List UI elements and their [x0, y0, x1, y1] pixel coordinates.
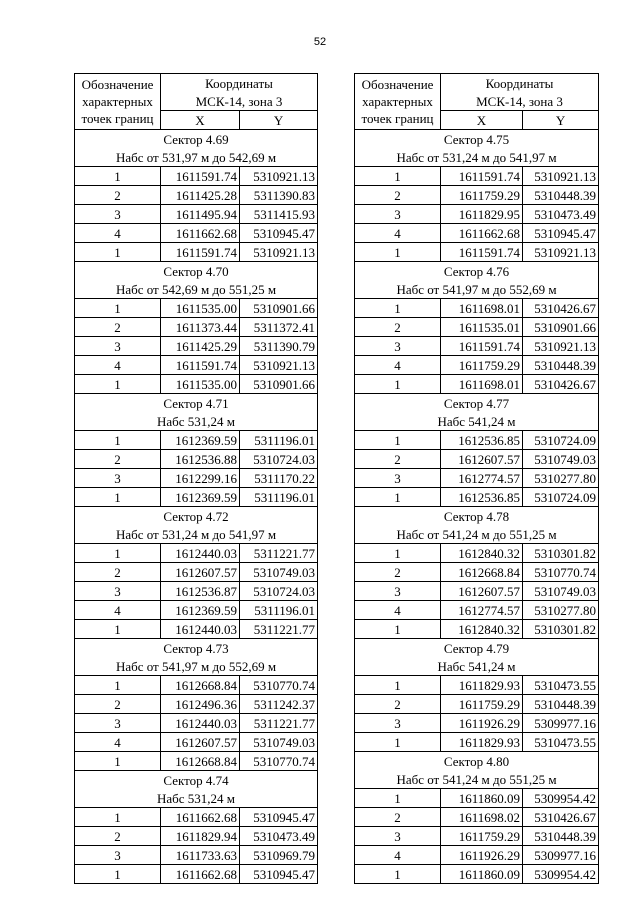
y-coordinate: 5310749.03	[240, 563, 318, 582]
sector-subtitle-row	[75, 789, 318, 808]
table-row	[75, 186, 318, 205]
sector-title: Сектор 4.75	[355, 130, 599, 149]
sector-subtitle-row	[355, 525, 599, 544]
table-row	[75, 469, 318, 488]
table-row	[75, 695, 318, 714]
x-coordinate: 1612369.59	[161, 601, 240, 620]
sector-title-row	[355, 507, 599, 526]
x-coordinate: 1611495.94	[161, 205, 240, 224]
y-coordinate: 5310301.82	[523, 620, 599, 639]
table-row	[355, 676, 599, 695]
point-number: 1	[355, 488, 441, 507]
table-row	[75, 714, 318, 733]
point-number: 1	[355, 620, 441, 639]
point-number: 1	[75, 243, 161, 262]
sector-height: Набс от 541,97 м до 552,69 м	[75, 657, 318, 676]
sector-title-row	[355, 394, 599, 413]
x-coordinate: 1611759.29	[441, 827, 523, 846]
table-row	[355, 620, 599, 639]
point-number: 1	[355, 544, 441, 563]
point-number: 4	[75, 733, 161, 752]
point-number: 2	[75, 186, 161, 205]
x-coordinate: 1612607.57	[161, 563, 240, 582]
sector-subtitle-row	[355, 148, 599, 167]
point-number: 2	[355, 186, 441, 205]
x-coordinate: 1611829.93	[441, 733, 523, 752]
y-coordinate: 5310901.66	[240, 299, 318, 318]
x-coordinate: 1611662.68	[161, 808, 240, 827]
y-coordinate: 5311170.22	[240, 469, 318, 488]
point-number: 1	[75, 167, 161, 186]
x-coordinate: 1612668.84	[161, 676, 240, 695]
point-number: 3	[75, 205, 161, 224]
sector-height: Набс от 542,69 м до 551,25 м	[75, 280, 318, 299]
sector-height: Набс от 531,24 м до 541,97 м	[355, 148, 599, 167]
table-row	[75, 356, 318, 375]
y-coordinate: 5310277.80	[523, 601, 599, 620]
y-coordinate: 5310426.67	[523, 299, 599, 318]
x-coordinate: 1611425.29	[161, 337, 240, 356]
y-coordinate: 5309977.16	[523, 846, 599, 865]
table-row	[355, 846, 599, 865]
y-coordinate: 5310901.66	[523, 318, 599, 337]
point-number: 3	[355, 205, 441, 224]
crs-header: МСК-14, зона 3	[441, 92, 599, 111]
table-row	[355, 224, 599, 243]
table-row	[75, 224, 318, 243]
sector-title: Сектор 4.79	[355, 639, 599, 658]
y-coordinate: 5310749.03	[523, 450, 599, 469]
point-number: 4	[355, 846, 441, 865]
x-coordinate: 1612607.57	[441, 450, 523, 469]
point-number: 3	[75, 714, 161, 733]
table-row	[355, 167, 599, 186]
table-row	[355, 375, 599, 394]
table-row	[75, 676, 318, 695]
point-number: 4	[355, 224, 441, 243]
right-table-body	[355, 74, 599, 884]
table-row	[355, 601, 599, 620]
x-coordinate: 1611535.00	[161, 375, 240, 394]
x-coordinate: 1611698.02	[441, 808, 523, 827]
table-row	[355, 733, 599, 752]
y-coordinate: 5310448.39	[523, 186, 599, 205]
x-coordinate: 1611829.94	[161, 827, 240, 846]
table-row	[355, 582, 599, 601]
y-coordinate: 5310945.47	[240, 808, 318, 827]
sector-subtitle-row	[75, 525, 318, 544]
y-coordinate: 5310901.66	[240, 375, 318, 394]
sector-height: Набс 541,24 м	[355, 412, 599, 431]
x-coordinate: 1612668.84	[441, 563, 523, 582]
point-number: 1	[75, 808, 161, 827]
y-coordinate: 5310426.67	[523, 808, 599, 827]
table-row	[75, 205, 318, 224]
sector-height: Набс от 531,97 м до 542,69 м	[75, 148, 318, 167]
y-coordinate: 5310921.13	[523, 167, 599, 186]
points-header-line: точек границ	[81, 111, 154, 126]
y-coordinate: 5310945.47	[240, 224, 318, 243]
point-number: 1	[355, 299, 441, 318]
point-number: 1	[75, 431, 161, 450]
x-coordinate: 1611591.74	[441, 337, 523, 356]
x-coordinate: 1611829.95	[441, 205, 523, 224]
y-coordinate: 5311372.41	[240, 318, 318, 337]
sector-title: Сектор 4.78	[355, 507, 599, 526]
point-number: 2	[75, 563, 161, 582]
sector-title-row	[75, 394, 318, 413]
table-row	[355, 469, 599, 488]
table-row	[75, 601, 318, 620]
point-number: 2	[75, 827, 161, 846]
table-row	[355, 865, 599, 884]
y-coordinate: 5310770.74	[240, 752, 318, 771]
x-coordinate: 1611759.29	[441, 356, 523, 375]
x-coordinate: 1611591.74	[161, 356, 240, 375]
table-row	[355, 186, 599, 205]
y-coordinate: 5310473.49	[240, 827, 318, 846]
header-row	[75, 74, 318, 93]
x-coordinate: 1611662.68	[161, 224, 240, 243]
point-number: 1	[355, 167, 441, 186]
x-coordinate: 1612536.88	[161, 450, 240, 469]
point-number: 4	[355, 601, 441, 620]
point-number: 3	[75, 337, 161, 356]
x-coordinate: 1611698.01	[441, 375, 523, 394]
x-coordinate: 1611759.29	[441, 695, 523, 714]
table-row	[75, 827, 318, 846]
x-coordinate: 1612774.57	[441, 601, 523, 620]
y-coordinate: 5310724.09	[523, 431, 599, 450]
sector-height: Набс 531,24 м	[75, 412, 318, 431]
y-coordinate: 5310921.13	[523, 243, 599, 262]
y-coordinate: 5311221.77	[240, 620, 318, 639]
point-number: 1	[75, 375, 161, 394]
y-coordinate: 5311221.77	[240, 714, 318, 733]
x-coordinate: 1612440.03	[161, 544, 240, 563]
x-coordinate: 1612440.03	[161, 714, 240, 733]
x-coordinate: 1612774.57	[441, 469, 523, 488]
y-coordinate: 5310448.39	[523, 695, 599, 714]
left-table-body	[75, 74, 318, 884]
sector-title-row	[355, 752, 599, 771]
x-coordinate: 1612536.85	[441, 431, 523, 450]
table-row	[355, 563, 599, 582]
y-coordinate: 5310473.49	[523, 205, 599, 224]
point-number: 2	[355, 695, 441, 714]
y-header: Y	[523, 111, 599, 130]
coordinates-table-left	[74, 73, 318, 884]
point-number: 1	[355, 243, 441, 262]
point-number: 3	[75, 469, 161, 488]
point-number: 2	[355, 563, 441, 582]
sector-title-row	[75, 130, 318, 149]
sector-subtitle-row	[75, 280, 318, 299]
sector-height: Набс от 541,24 м до 551,25 м	[355, 525, 599, 544]
y-coordinate: 5310724.03	[240, 582, 318, 601]
coordinates-header: Координаты	[441, 74, 599, 93]
points-header-line: Обозначение	[81, 77, 154, 92]
sector-title: Сектор 4.70	[75, 262, 318, 281]
sector-title: Сектор 4.77	[355, 394, 599, 413]
y-coordinate: 5310921.13	[523, 337, 599, 356]
point-number: 1	[75, 865, 161, 884]
point-number: 1	[355, 676, 441, 695]
y-coordinate: 5309954.42	[523, 789, 599, 808]
y-coordinate: 5310770.74	[240, 676, 318, 695]
table-row	[75, 620, 318, 639]
table-row	[75, 299, 318, 318]
y-coordinate: 5311415.93	[240, 205, 318, 224]
x-coordinate: 1611860.09	[441, 865, 523, 884]
points-header-cell	[355, 74, 441, 130]
sector-title-row	[75, 507, 318, 526]
x-coordinate: 1612668.84	[161, 752, 240, 771]
y-coordinate: 5309977.16	[523, 714, 599, 733]
points-header-line: характерных	[362, 94, 433, 109]
x-header: X	[441, 111, 523, 130]
table-row	[355, 299, 599, 318]
page-number: 52	[313, 36, 327, 48]
y-coordinate: 5310448.39	[523, 356, 599, 375]
y-coordinate: 5310749.03	[523, 582, 599, 601]
x-coordinate: 1611535.01	[441, 318, 523, 337]
sector-subtitle-row	[355, 412, 599, 431]
point-number: 1	[75, 620, 161, 639]
header-row	[355, 74, 599, 93]
sector-title-row	[75, 639, 318, 658]
table-row	[75, 375, 318, 394]
y-coordinate: 5310921.13	[240, 167, 318, 186]
sector-height: Набс от 531,24 м до 541,97 м	[75, 525, 318, 544]
x-coordinate: 1611733.63	[161, 846, 240, 865]
y-coordinate: 5310945.47	[523, 224, 599, 243]
point-number: 1	[75, 752, 161, 771]
y-coordinate: 5310921.13	[240, 243, 318, 262]
y-coordinate: 5310277.80	[523, 469, 599, 488]
y-header: Y	[240, 111, 318, 130]
table-row	[75, 582, 318, 601]
sector-title-row	[355, 262, 599, 281]
sector-subtitle-row	[355, 657, 599, 676]
x-coordinate: 1611759.29	[441, 186, 523, 205]
table-row	[75, 450, 318, 469]
sector-height: Набс 541,24 м	[355, 657, 599, 676]
y-coordinate: 5311196.01	[240, 488, 318, 507]
point-number: 1	[75, 544, 161, 563]
y-coordinate: 5311390.83	[240, 186, 318, 205]
sector-height: Набс от 541,24 м до 551,25 м	[355, 770, 599, 789]
points-header-line: точек границ	[361, 111, 434, 126]
y-coordinate: 5311196.01	[240, 431, 318, 450]
table-row	[355, 431, 599, 450]
point-number: 2	[355, 808, 441, 827]
x-coordinate: 1611829.93	[441, 676, 523, 695]
point-number: 2	[355, 450, 441, 469]
table-row	[75, 846, 318, 865]
sector-title: Сектор 4.69	[75, 130, 318, 149]
x-coordinate: 1612607.57	[441, 582, 523, 601]
point-number: 2	[75, 695, 161, 714]
x-coordinate: 1612369.59	[161, 431, 240, 450]
table-row	[75, 337, 318, 356]
x-coordinate: 1611698.01	[441, 299, 523, 318]
y-coordinate: 5311196.01	[240, 601, 318, 620]
points-header-line: Обозначение	[361, 77, 434, 92]
y-coordinate: 5310426.67	[523, 375, 599, 394]
y-coordinate: 5310448.39	[523, 827, 599, 846]
coordinates-header: Координаты	[161, 74, 318, 93]
point-number: 1	[355, 789, 441, 808]
x-header: X	[161, 111, 240, 130]
y-coordinate: 5310770.74	[523, 563, 599, 582]
sector-title-row	[75, 262, 318, 281]
sector-subtitle-row	[75, 412, 318, 431]
y-coordinate: 5310301.82	[523, 544, 599, 563]
point-number: 1	[75, 676, 161, 695]
table-row	[355, 544, 599, 563]
table-row	[75, 752, 318, 771]
point-number: 1	[355, 733, 441, 752]
point-number: 3	[355, 337, 441, 356]
point-number: 2	[75, 450, 161, 469]
x-coordinate: 1611926.29	[441, 714, 523, 733]
y-coordinate: 5311221.77	[240, 544, 318, 563]
y-coordinate: 5309954.42	[523, 865, 599, 884]
x-coordinate: 1612607.57	[161, 733, 240, 752]
y-coordinate: 5310969.79	[240, 846, 318, 865]
x-coordinate: 1611425.28	[161, 186, 240, 205]
table-row	[355, 318, 599, 337]
x-coordinate: 1611926.29	[441, 846, 523, 865]
table-row	[75, 318, 318, 337]
point-number: 3	[75, 582, 161, 601]
sector-title: Сектор 4.72	[75, 507, 318, 526]
x-coordinate: 1612536.87	[161, 582, 240, 601]
point-number: 1	[75, 488, 161, 507]
table-row	[355, 205, 599, 224]
table-row	[75, 243, 318, 262]
sector-title-row	[355, 130, 599, 149]
point-number: 3	[355, 582, 441, 601]
table-row	[75, 431, 318, 450]
sector-subtitle-row	[75, 148, 318, 167]
x-coordinate: 1611535.00	[161, 299, 240, 318]
points-header-cell	[75, 74, 161, 130]
table-row	[75, 733, 318, 752]
point-number: 4	[355, 356, 441, 375]
point-number: 1	[355, 865, 441, 884]
sector-subtitle-row	[75, 657, 318, 676]
sector-title: Сектор 4.80	[355, 752, 599, 771]
point-number: 3	[355, 827, 441, 846]
sector-title-row	[75, 771, 318, 790]
x-coordinate: 1611662.68	[161, 865, 240, 884]
x-coordinate: 1611591.74	[161, 167, 240, 186]
points-header-line: характерных	[82, 94, 153, 109]
point-number: 1	[355, 431, 441, 450]
x-coordinate: 1612840.32	[441, 544, 523, 563]
table-row	[75, 865, 318, 884]
x-coordinate: 1611591.74	[441, 167, 523, 186]
sector-height: Набс 531,24 м	[75, 789, 318, 808]
y-coordinate: 5310724.03	[240, 450, 318, 469]
table-row	[355, 714, 599, 733]
table-row	[75, 808, 318, 827]
sector-title: Сектор 4.73	[75, 639, 318, 658]
x-coordinate: 1612536.85	[441, 488, 523, 507]
y-coordinate: 5311390.79	[240, 337, 318, 356]
x-coordinate: 1612840.32	[441, 620, 523, 639]
y-coordinate: 5311242.37	[240, 695, 318, 714]
point-number: 1	[355, 375, 441, 394]
point-number: 4	[75, 224, 161, 243]
table-row	[355, 356, 599, 375]
y-coordinate: 5310473.55	[523, 733, 599, 752]
sector-title: Сектор 4.74	[75, 771, 318, 790]
table-row	[355, 243, 599, 262]
table-row	[355, 488, 599, 507]
x-coordinate: 1612369.59	[161, 488, 240, 507]
table-row	[75, 563, 318, 582]
x-coordinate: 1612299.16	[161, 469, 240, 488]
point-number: 1	[75, 299, 161, 318]
y-coordinate: 5310724.09	[523, 488, 599, 507]
table-row	[75, 167, 318, 186]
sector-title-row	[355, 639, 599, 658]
x-coordinate: 1611860.09	[441, 789, 523, 808]
y-coordinate: 5310945.47	[240, 865, 318, 884]
table-row	[355, 337, 599, 356]
table-row	[355, 789, 599, 808]
x-coordinate: 1611591.74	[441, 243, 523, 262]
y-coordinate: 5310473.55	[523, 676, 599, 695]
point-number: 4	[75, 601, 161, 620]
point-number: 3	[355, 714, 441, 733]
y-coordinate: 5310749.03	[240, 733, 318, 752]
point-number: 3	[355, 469, 441, 488]
table-row	[355, 808, 599, 827]
x-coordinate: 1612496.36	[161, 695, 240, 714]
coordinates-table-right	[354, 73, 599, 884]
sector-subtitle-row	[355, 770, 599, 789]
x-coordinate: 1611591.74	[161, 243, 240, 262]
sector-subtitle-row	[355, 280, 599, 299]
point-number: 2	[75, 318, 161, 337]
point-number: 2	[355, 318, 441, 337]
point-number: 3	[75, 846, 161, 865]
x-coordinate: 1611662.68	[441, 224, 523, 243]
table-row	[75, 544, 318, 563]
sector-height: Набс от 541,97 м до 552,69 м	[355, 280, 599, 299]
y-coordinate: 5310921.13	[240, 356, 318, 375]
point-number: 4	[75, 356, 161, 375]
sector-title: Сектор 4.71	[75, 394, 318, 413]
crs-header: МСК-14, зона 3	[161, 92, 318, 111]
table-row	[355, 827, 599, 846]
x-coordinate: 1611373.44	[161, 318, 240, 337]
table-row	[75, 488, 318, 507]
table-row	[355, 695, 599, 714]
table-row	[355, 450, 599, 469]
x-coordinate: 1612440.03	[161, 620, 240, 639]
sector-title: Сектор 4.76	[355, 262, 599, 281]
